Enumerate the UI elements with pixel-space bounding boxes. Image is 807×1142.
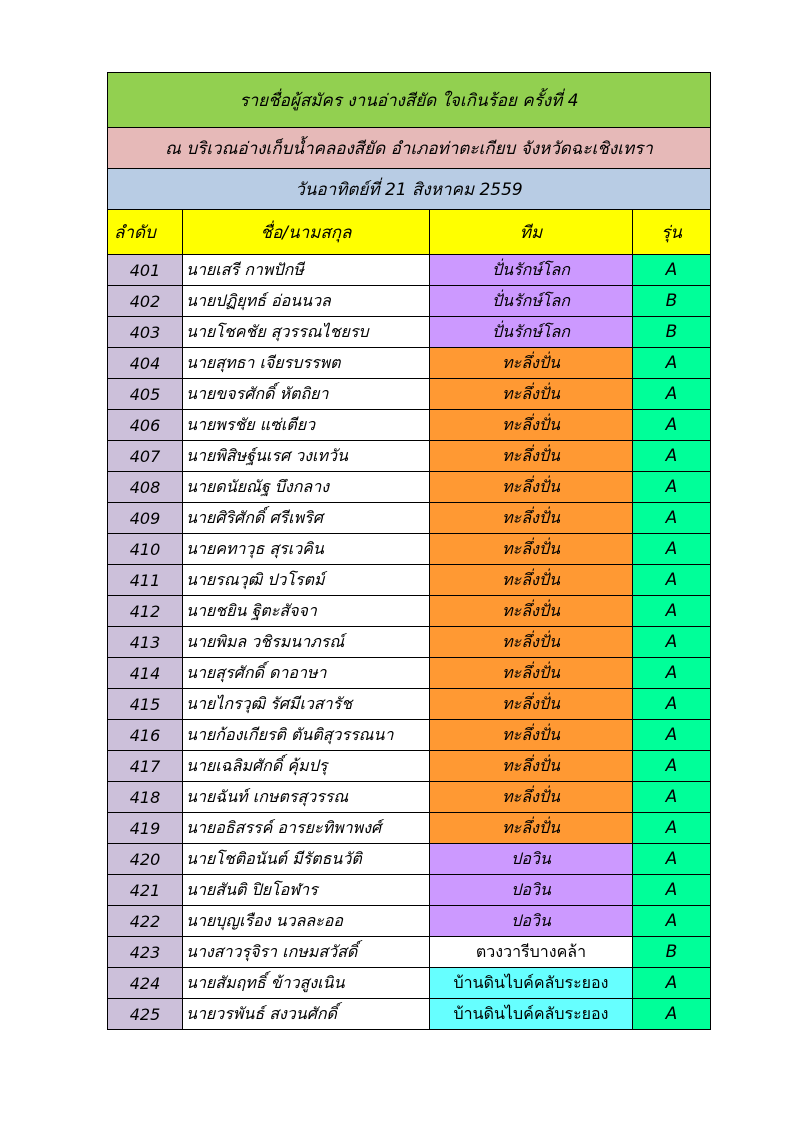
row-name: นายสุทธา เจียรบรรพต <box>183 348 430 379</box>
row-number: 421 <box>108 875 183 906</box>
row-number: 423 <box>108 937 183 968</box>
row-team: ปอวิน <box>430 906 633 937</box>
row-name: นายสันติ ปิยโอฬาร <box>183 875 430 906</box>
row-name: นายโชติอนันต์ มีรัตธนวัติ <box>183 844 430 875</box>
row-gen: A <box>633 906 711 937</box>
row-name: นายชยิน ฐิตะสัจจา <box>183 596 430 627</box>
row-name: นายบุญเรือง นวลละออ <box>183 906 430 937</box>
row-gen: A <box>633 503 711 534</box>
table-row <box>108 813 711 844</box>
row-name: นางสาวรุจิรา เกษมสวัสดิ์ <box>183 937 430 968</box>
row-team: บ้านดินไบค์คลับระยอง <box>430 968 633 999</box>
row-number: 409 <box>108 503 183 534</box>
row-team: ทะลึ่งปั่น <box>430 658 633 689</box>
table-row <box>108 286 711 317</box>
row-gen: A <box>633 968 711 999</box>
row-team: ตวงวารีบางคล้า <box>430 937 633 968</box>
row-name: นายฉันท์ เกษตรสุวรรณ <box>183 782 430 813</box>
row-gen: A <box>633 751 711 782</box>
table-row <box>108 410 711 441</box>
table-row <box>108 751 711 782</box>
row-name: นายดนัยณัฐ บึงกลาง <box>183 472 430 503</box>
row-name: นายคทาวุธ สุรเวคิน <box>183 534 430 565</box>
row-name: นายศิริศักดิ์ ศรีเพริศ <box>183 503 430 534</box>
registrant-table <box>107 72 711 1030</box>
row-number: 415 <box>108 689 183 720</box>
table-row <box>108 441 711 472</box>
row-number: 420 <box>108 844 183 875</box>
row-gen: A <box>633 348 711 379</box>
row-gen: A <box>633 255 711 286</box>
table-row <box>108 782 711 813</box>
date-row <box>108 169 711 210</box>
row-team: บ้านดินไบค์คลับระยอง <box>430 999 633 1030</box>
table-row <box>108 999 711 1030</box>
row-team: ทะลึ่งปั่น <box>430 596 633 627</box>
row-team: ทะลึ่งปั่น <box>430 782 633 813</box>
row-number: 408 <box>108 472 183 503</box>
row-gen: A <box>633 565 711 596</box>
table-row <box>108 720 711 751</box>
row-team: ทะลึ่งปั่น <box>430 410 633 441</box>
row-team: ทะลึ่งปั่น <box>430 472 633 503</box>
row-gen: A <box>633 782 711 813</box>
table-body <box>108 255 711 1030</box>
table-row <box>108 565 711 596</box>
row-number: 404 <box>108 348 183 379</box>
row-name: นายโชคชัย สุวรรณไชยรบ <box>183 317 430 348</box>
row-gen: A <box>633 689 711 720</box>
table-row <box>108 348 711 379</box>
row-team: ทะลึ่งปั่น <box>430 534 633 565</box>
row-team: ปอวิน <box>430 844 633 875</box>
row-number: 407 <box>108 441 183 472</box>
row-gen: A <box>633 658 711 689</box>
row-number: 419 <box>108 813 183 844</box>
row-team: ทะลึ่งปั่น <box>430 379 633 410</box>
row-team: ทะลึ่งปั่น <box>430 565 633 596</box>
table-row <box>108 906 711 937</box>
row-number: 406 <box>108 410 183 441</box>
row-gen: B <box>633 937 711 968</box>
page-title: รายชื่อผู้สมัคร งานอ่างสียัด ใจเกินร้อย ครั้งที่ 4 <box>108 73 711 128</box>
row-number: 411 <box>108 565 183 596</box>
table-row <box>108 534 711 565</box>
row-name: นายก้องเกียรติ ตันติสุวรรณนา <box>183 720 430 751</box>
row-name: นายปฏิยุทธ์ อ่อนนวล <box>183 286 430 317</box>
column-header-row <box>108 210 711 255</box>
row-number: 403 <box>108 317 183 348</box>
row-gen: A <box>633 875 711 906</box>
row-name: นายสุรศักดิ์ ดาอาษา <box>183 658 430 689</box>
table-row <box>108 968 711 999</box>
row-name: นายอธิสรรค์ อารยะทิพาพงศ์ <box>183 813 430 844</box>
row-team: ทะลึ่งปั่น <box>430 627 633 658</box>
row-gen: A <box>633 627 711 658</box>
row-name: นายพิสิษฐ์นเรศ วงเทวัน <box>183 441 430 472</box>
row-gen: A <box>633 813 711 844</box>
row-number: 425 <box>108 999 183 1030</box>
row-name: นายเสรี กาพปักษี <box>183 255 430 286</box>
column-header-team: ทีม <box>430 210 633 255</box>
row-team: ปั่นรักษ์โลก <box>430 255 633 286</box>
row-team: ทะลึ่งปั่น <box>430 720 633 751</box>
column-header-gen: รุ่น <box>633 210 711 255</box>
row-number: 401 <box>108 255 183 286</box>
row-name: นายรณวุฒิ ปวโรตม์ <box>183 565 430 596</box>
row-gen: B <box>633 286 711 317</box>
table-row <box>108 255 711 286</box>
column-header-no: ลำดับ <box>108 210 183 255</box>
row-gen: A <box>633 720 711 751</box>
table-row <box>108 689 711 720</box>
table-row <box>108 472 711 503</box>
row-team: ทะลึ่งปั่น <box>430 503 633 534</box>
row-team: ทะลึ่งปั่น <box>430 441 633 472</box>
row-number: 422 <box>108 906 183 937</box>
row-number: 418 <box>108 782 183 813</box>
event-date: วันอาทิตย์ที่ 21 สิงหาคม 2559 <box>108 169 711 210</box>
row-number: 412 <box>108 596 183 627</box>
row-gen: A <box>633 441 711 472</box>
row-name: นายพรชัย แซ่เตียว <box>183 410 430 441</box>
table-row <box>108 658 711 689</box>
row-gen: A <box>633 410 711 441</box>
row-name: นายขจรศักดิ์ หัตถิยา <box>183 379 430 410</box>
table-row <box>108 875 711 906</box>
table-row <box>108 844 711 875</box>
row-gen: A <box>633 379 711 410</box>
row-number: 416 <box>108 720 183 751</box>
row-gen: B <box>633 317 711 348</box>
table-row <box>108 503 711 534</box>
row-gen: A <box>633 534 711 565</box>
row-gen: A <box>633 844 711 875</box>
row-team: ปั่นรักษ์โลก <box>430 286 633 317</box>
title-row <box>108 73 711 128</box>
location-row <box>108 128 711 169</box>
table-row <box>108 379 711 410</box>
row-gen: A <box>633 596 711 627</box>
row-team: ปอวิน <box>430 875 633 906</box>
row-gen: A <box>633 472 711 503</box>
row-number: 417 <box>108 751 183 782</box>
table-row <box>108 596 711 627</box>
row-number: 414 <box>108 658 183 689</box>
row-number: 413 <box>108 627 183 658</box>
row-name: นายสัมฤทธิ์ ข้าวสูงเนิน <box>183 968 430 999</box>
row-number: 402 <box>108 286 183 317</box>
row-name: นายวรพันธ์ สงวนศักดิ์ <box>183 999 430 1030</box>
table-row <box>108 937 711 968</box>
row-number: 424 <box>108 968 183 999</box>
table-row <box>108 627 711 658</box>
row-team: ทะลึ่งปั่น <box>430 813 633 844</box>
row-team: ปั่นรักษ์โลก <box>430 317 633 348</box>
row-name: นายเฉลิมศักดิ์ คุ้มปรุ <box>183 751 430 782</box>
column-header-name: ชื่อ/นามสกุล <box>183 210 430 255</box>
registrant-sheet <box>107 72 710 1030</box>
row-gen: A <box>633 999 711 1030</box>
row-team: ทะลึ่งปั่น <box>430 751 633 782</box>
row-name: นายพิมล วชิรมนาภรณ์ <box>183 627 430 658</box>
table-row <box>108 317 711 348</box>
row-team: ทะลึ่งปั่น <box>430 348 633 379</box>
row-name: นายไกรวุฒิ รัศมีเวสารัช <box>183 689 430 720</box>
row-number: 410 <box>108 534 183 565</box>
event-location: ณ บริเวณอ่างเก็บน้ำคลองสียัด อำเภอท่าตะเกียบ จังหวัดฉะเชิงเทรา <box>108 128 711 169</box>
row-team: ทะลึ่งปั่น <box>430 689 633 720</box>
row-number: 405 <box>108 379 183 410</box>
